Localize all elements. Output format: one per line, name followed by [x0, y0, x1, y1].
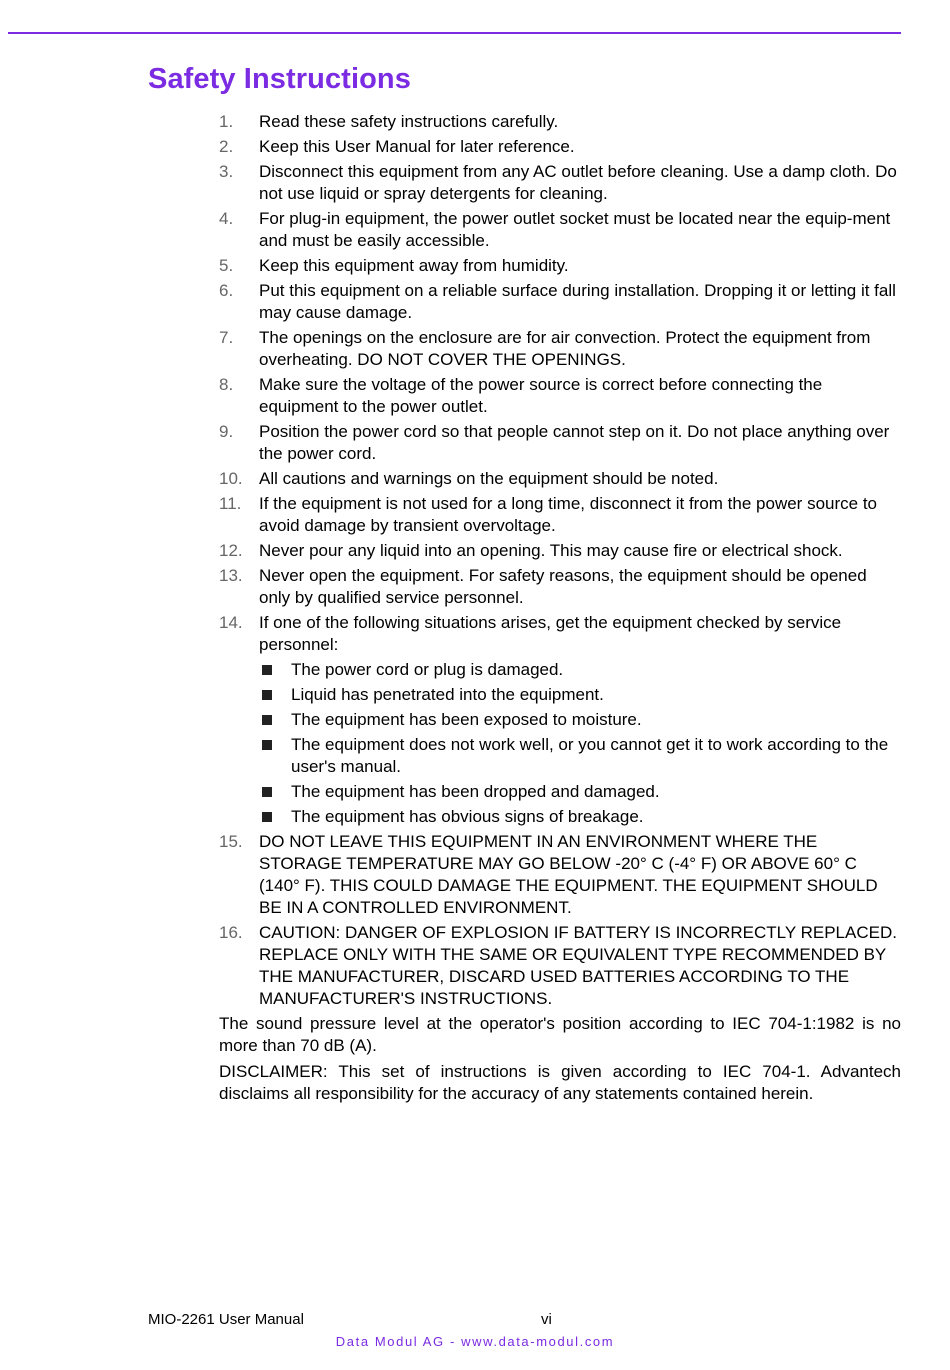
- sub-item-text: Liquid has penetrated into the equipment.: [291, 685, 604, 704]
- item-text: Make sure the voltage of the power source is correct before connecting the equipment to the power outlet.: [259, 375, 823, 416]
- item-number: 15.: [219, 832, 243, 851]
- list-item: [219, 540, 901, 562]
- item-number: 5.: [219, 256, 234, 275]
- footer-brand: Data Modul AG - www.data-modul.com: [335, 1334, 615, 1349]
- document-body: [219, 111, 901, 1109]
- item-number: 2.: [219, 137, 234, 156]
- item-number: 16.: [219, 923, 243, 942]
- item-number: 13.: [219, 566, 243, 585]
- list-item: [219, 493, 901, 537]
- item-number: 7.: [219, 328, 234, 347]
- item-number: 10.: [219, 469, 243, 488]
- list-item: [219, 327, 901, 371]
- list-item: [219, 161, 901, 205]
- item-text: Keep this equipment away from humidity.: [259, 256, 569, 275]
- list-item: [219, 111, 901, 133]
- footer-page-number: vi: [541, 1311, 552, 1328]
- sub-item-text: The equipment has been exposed to moisture.: [291, 710, 642, 729]
- item-text: CAUTION: DANGER OF EXPLOSION IF BATTERY IS INCORRECTLY REPLACED. REPLACE ONLY WITH THE SAME OR EQUIVALENT TYPE RECOMMENDED BY THE MANUFACTURER, DISCARD USED BATTERIES ACCORDING TO THE MANUFACTURER'S INSTRUCTIONS.: [259, 923, 897, 1008]
- item-number: 6.: [219, 281, 234, 300]
- list-item: [219, 612, 901, 828]
- list-item: [219, 280, 901, 324]
- list-item: [219, 374, 901, 418]
- square-bullet-icon: [262, 787, 272, 797]
- item-text: Position the power cord so that people cannot step on it. Do not place anything over the power cord.: [259, 422, 890, 463]
- item-number: 9.: [219, 422, 234, 441]
- item-text: Put this equipment on a reliable surface during installation. Dropping it or letting it fall may cause damage.: [259, 281, 896, 322]
- list-item: [219, 922, 901, 1010]
- sound-pressure-note: The sound pressure level at the operator's position according to IEC 704-1:1982 is no more than 70 dB (A).: [219, 1014, 901, 1055]
- square-bullet-icon: [262, 812, 272, 822]
- item-number: 1.: [219, 112, 234, 131]
- sub-list-item: [259, 709, 901, 731]
- list-item: [219, 468, 901, 490]
- sub-item-text: The power cord or plug is damaged.: [291, 660, 564, 679]
- item-text: For plug-in equipment, the power outlet socket must be located near the equip-ment and must be easily accessible.: [259, 209, 891, 250]
- item-text: Read these safety instructions carefully.: [259, 112, 559, 131]
- item-number: 3.: [219, 162, 234, 181]
- sub-item-text: The equipment has been dropped and damaged.: [291, 782, 660, 801]
- item-text: Disconnect this equipment from any AC outlet before cleaning. Use a damp cloth. Do not use liquid or spray detergents for cleaning.: [259, 162, 897, 203]
- notes: [219, 1013, 901, 1105]
- safety-instructions-list: [219, 111, 901, 1010]
- item-number: 8.: [219, 375, 234, 394]
- item-text: The openings on the enclosure are for air convection. Protect the equipment from overheating. DO NOT COVER THE OPENINGS.: [259, 328, 871, 369]
- item-text: DO NOT LEAVE THIS EQUIPMENT IN AN ENVIRONMENT WHERE THE STORAGE TEMPERATURE MAY GO BELOW -20° C (-4° F) OR ABOVE 60° C (140° F). THIS COULD DAMAGE THE EQUIPMENT. THE EQUIPMENT SHOULD BE IN A CONTROLLED ENVIRONMENT.: [259, 832, 878, 917]
- list-item: [219, 136, 901, 158]
- sub-list-item: [259, 659, 901, 681]
- footer-manual-title: MIO-2261 User Manual: [148, 1311, 304, 1328]
- item-text: If one of the following situations arises, get the equipment checked by service personnel:: [259, 613, 842, 654]
- item-text: Never pour any liquid into an opening. This may cause fire or electrical shock.: [259, 541, 843, 560]
- sub-list-item: [259, 806, 901, 828]
- list-item: [219, 421, 901, 465]
- sub-list-item: [259, 781, 901, 803]
- item-text: If the equipment is not used for a long time, disconnect it from the power source to avoid damage by transient overvoltage.: [259, 494, 877, 535]
- item-number: 14.: [219, 613, 243, 632]
- square-bullet-icon: [262, 665, 272, 675]
- sub-list: [259, 659, 901, 828]
- square-bullet-icon: [262, 715, 272, 725]
- list-item: [219, 831, 901, 919]
- top-rule: [8, 32, 901, 34]
- page-title: Safety Instructions: [148, 63, 411, 95]
- square-bullet-icon: [262, 690, 272, 700]
- item-number: 11.: [219, 494, 242, 513]
- sub-item-text: The equipment does not work well, or you cannot get it to work according to the user's manual.: [291, 735, 889, 776]
- item-text: Keep this User Manual for later reference.: [259, 137, 575, 156]
- sub-item-text: The equipment has obvious signs of breakage.: [291, 807, 644, 826]
- sub-list-item: [259, 734, 901, 778]
- item-number: 12.: [219, 541, 243, 560]
- sub-list-item: [259, 684, 901, 706]
- item-number: 4.: [219, 209, 234, 228]
- list-item: [219, 208, 901, 252]
- item-text: All cautions and warnings on the equipment should be noted.: [259, 469, 719, 488]
- disclaimer: DISCLAIMER: This set of instructions is given according to IEC 704-1. Advantech disclaims all responsibility for the accuracy of any statements contained herein.: [219, 1062, 901, 1103]
- square-bullet-icon: [262, 740, 272, 750]
- list-item: [219, 565, 901, 609]
- item-text: Never open the equipment. For safety reasons, the equipment should be opened only by qualified service personnel.: [259, 566, 867, 607]
- list-item: [219, 255, 901, 277]
